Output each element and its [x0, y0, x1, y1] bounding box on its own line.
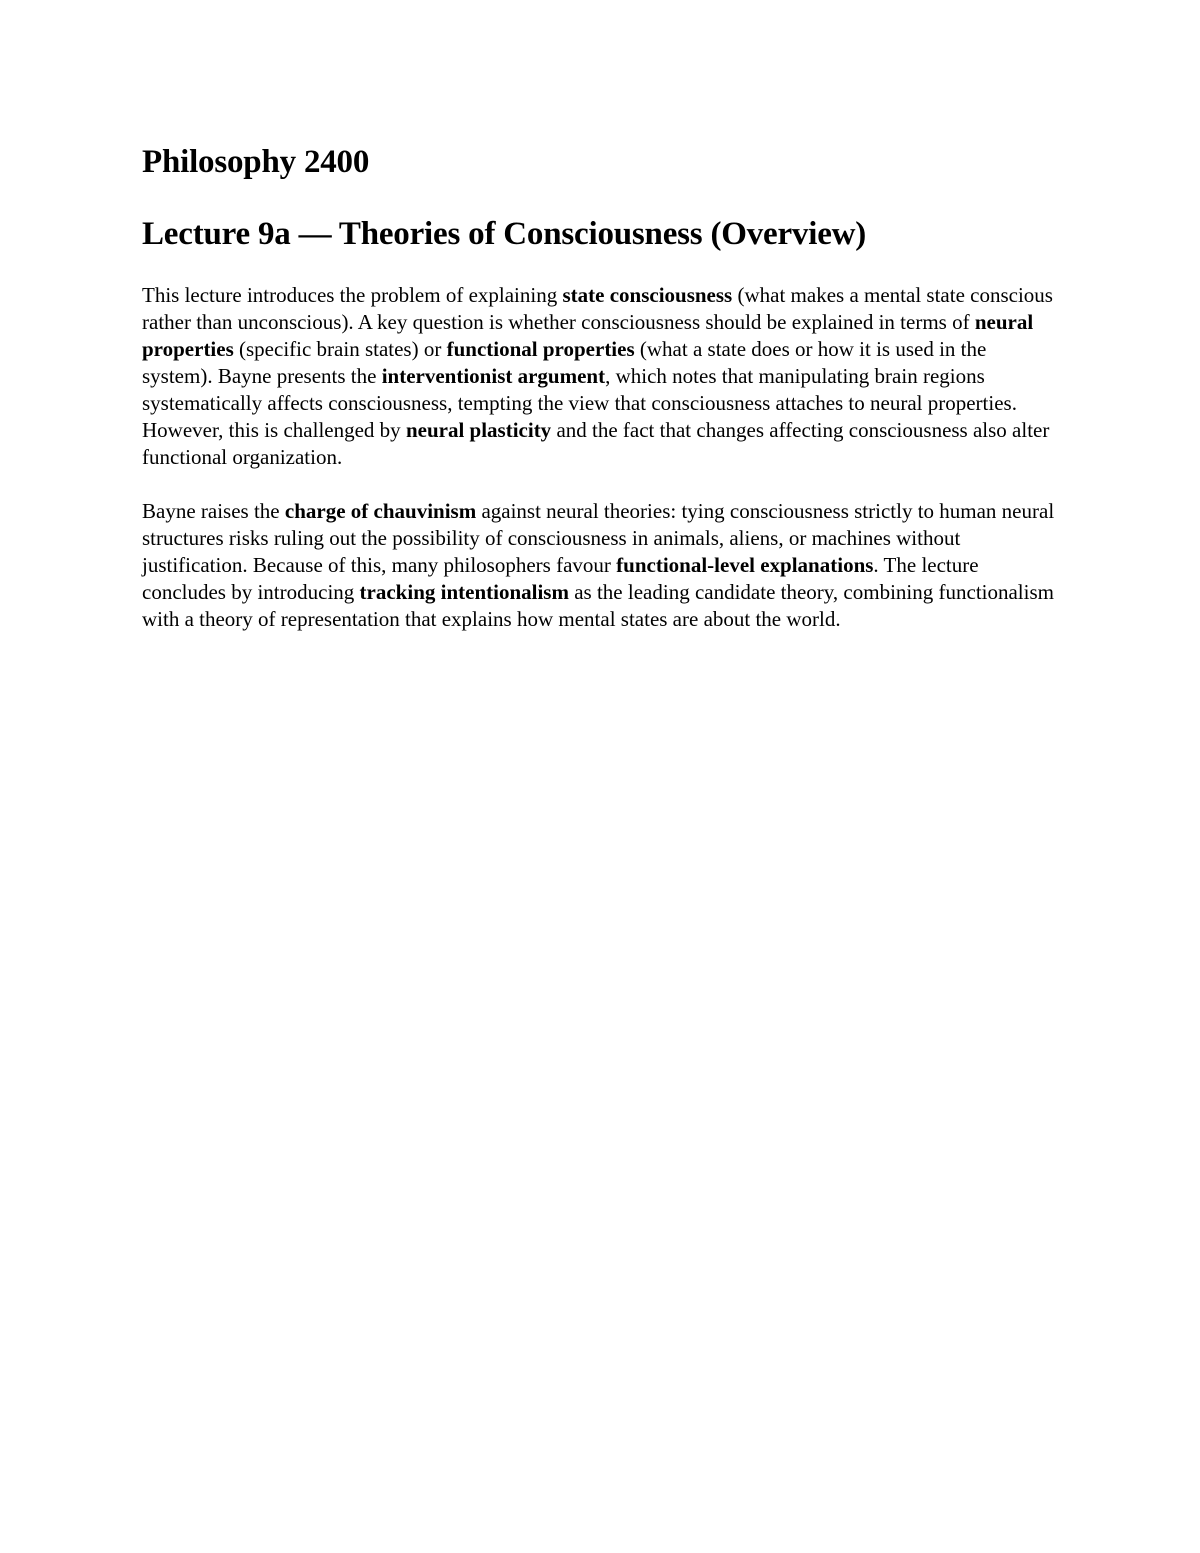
term-tracking-intentionalism: tracking intentionalism — [359, 580, 569, 604]
paragraph-chauvinism — [142, 498, 1060, 633]
term-charge-of-chauvinism: charge of chauvinism — [284, 499, 477, 523]
term-neural-plasticity: neural plasticity — [405, 418, 552, 442]
term-interventionist-argument: interventionist argument — [381, 364, 606, 388]
lecture-title: Lecture 9a — Theories of Consciousness (Overview) — [142, 216, 867, 252]
paragraph-text: . The lecture concludes by introducing — [142, 553, 979, 604]
paragraph-text: (what makes a mental state conscious rather than unconscious). A key question is whether consciousness should be explained in terms of — [142, 283, 1053, 334]
paragraph-text: (what a state does or how it is used in the system). Bayne presents the — [142, 337, 987, 388]
paragraph-text: against neural theories: tying consciousness strictly to human neural structures risks ruling out the possibility of consciousness in animals, aliens, or machines without justification. Because of this, many philosophers favour — [142, 499, 1055, 577]
paragraph-text: (specific brain states) or — [233, 337, 447, 361]
paragraph-text: This lecture introduces the problem of explaining — [142, 283, 563, 307]
term-functional-level-explanations: functional-level explanations — [616, 553, 874, 577]
paragraph-overview — [142, 282, 1060, 471]
paragraph-text: , which notes that manipulating brain regions systematically affects consciousness, tempting the view that consciousness attaches to neural properties. However, this is challenged by — [142, 364, 1017, 442]
document-body — [142, 140, 1060, 660]
course-title: Philosophy 2400 — [142, 144, 370, 180]
term-functional-properties: functional properties — [446, 337, 635, 361]
term-neural-properties: neural properties — [142, 310, 1034, 361]
paragraph-text: and the fact that changes affecting consciousness also alter functional organization. — [142, 418, 1050, 469]
term-state-consciousness: state consciousness — [562, 283, 733, 307]
paragraph-text: Bayne raises the — [142, 499, 285, 523]
paragraph-text: as the leading candidate theory, combining functionalism with a theory of representation that explains how mental states are about the world. — [142, 580, 1054, 631]
